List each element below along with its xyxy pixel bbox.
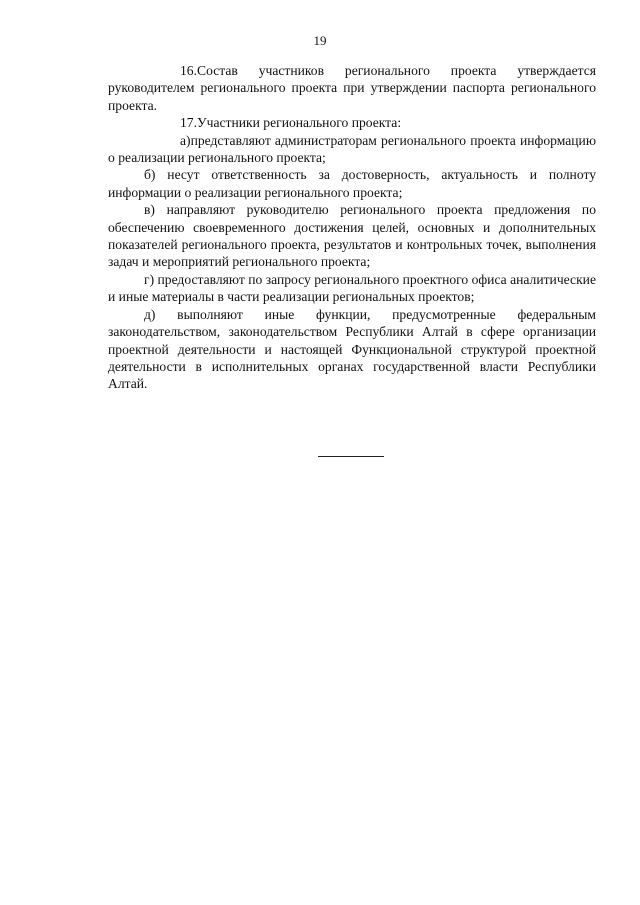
list-item-g: г) предоставляют по запросу регионального проектного офиса аналитические и иные материалы в части реализации региональных проектов; <box>108 271 596 305</box>
page-number: 19 <box>313 33 327 48</box>
paragraph-text: Состав участников регионального проекта утверждается руководителем регионального проекта при утверждении паспорта регионального проекта. <box>108 63 596 113</box>
document-body <box>108 62 596 393</box>
paragraph-16 <box>108 62 596 114</box>
paragraph-17 <box>108 114 596 131</box>
list-item-d: д) выполняют иные функции, предусмотренные федеральным законодательством, законодательством Республики Алтай в сфере организации проектной деятельности и настоящей Функциональной структурой проектной деятельности в исполнительных органах государственной власти Республики Алтай. <box>108 306 596 392</box>
list-item-b: б) несут ответственность за достоверность, актуальность и полноту информации о реализации регионального проекта; <box>108 167 596 200</box>
list-item-text: представляют администраторам регионального проекта информацию о реализации регионального проекта; <box>108 132 596 166</box>
list-item-marker: а) <box>180 132 191 148</box>
paragraph-number: 16. <box>180 63 197 78</box>
paragraph-number: 17. <box>180 115 197 131</box>
list-item-a <box>108 132 596 167</box>
paragraph-text: Участники регионального проекта: <box>197 115 402 131</box>
end-separator-line <box>318 456 384 457</box>
list-item-v: в) направляют руководителю регионального проекта предложения по обеспечению своевременного достижения целей, основных и дополнительных показателей регионального проекта, результатов и контрольных точек, выполнения задач и мероприятий регионального проекта; <box>108 202 596 270</box>
